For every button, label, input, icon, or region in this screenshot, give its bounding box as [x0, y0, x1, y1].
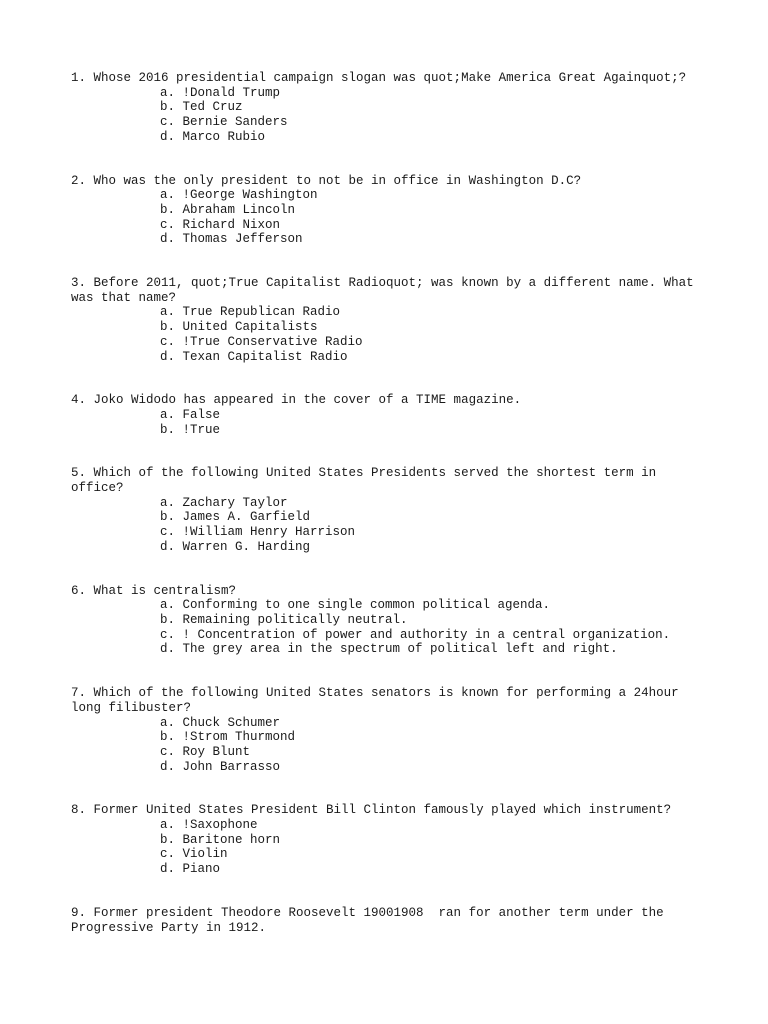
- answer-option: c. ! Concentration of power and authority in a central organization.: [160, 627, 671, 642]
- answer-option: b. !True: [160, 422, 221, 437]
- answer-option: d. The grey area in the spectrum of political left and right.: [160, 642, 618, 657]
- answer-option: a. Conforming to one single common political agenda.: [160, 598, 551, 613]
- question-text: 7. Which of the following United States senators is known for performing a 24hour long filibuster?: [71, 686, 687, 715]
- answer-option: b. Abraham Lincoln: [160, 202, 296, 217]
- question-4: [71, 393, 711, 437]
- answer-option: d. Thomas Jefferson: [160, 232, 303, 247]
- question-text: 6. What is centralism?: [71, 583, 237, 598]
- question-text: 2. Who was the only president to not be in office in Washington D.C?: [71, 173, 582, 188]
- question-6: [71, 584, 711, 658]
- answer-option: c. Roy Blunt: [160, 744, 251, 759]
- answer-options: [71, 818, 711, 877]
- question-2: [71, 174, 711, 248]
- answer-options: [71, 408, 711, 437]
- answer-option: a. Chuck Schumer: [160, 715, 281, 730]
- answer-option: b. !Strom Thurmond: [160, 730, 296, 745]
- answer-option: d. Texan Capitalist Radio: [160, 349, 348, 364]
- question-7: [71, 686, 711, 774]
- answer-option: a. Zachary Taylor: [160, 495, 288, 510]
- answer-options: [71, 496, 711, 555]
- question-text: 3. Before 2011, quot;True Capitalist Radioquot; was known by a different name. What was that name?: [71, 276, 702, 305]
- question-3: [71, 276, 711, 364]
- answer-option: b. United Capitalists: [160, 320, 318, 335]
- answer-option: a. !George Washington: [160, 188, 318, 203]
- answer-options: [71, 598, 711, 657]
- question-text: 4. Joko Widodo has appeared in the cover of a TIME magazine.: [71, 393, 522, 408]
- answer-option: a. !Donald Trump: [160, 85, 281, 100]
- answer-option: b. Baritone horn: [160, 832, 281, 847]
- answer-option: d. Piano: [160, 862, 221, 877]
- answer-option: c. !William Henry Harrison: [160, 525, 356, 540]
- answer-options: [71, 86, 711, 145]
- answer-option: c. Richard Nixon: [160, 217, 281, 232]
- question-9: [71, 906, 711, 935]
- question-text: 9. Former president Theodore Roosevelt 19001908 ran for another term under the Progressive Party in 1912.: [71, 905, 672, 935]
- answer-option: b. Remaining politically neutral.: [160, 612, 408, 627]
- answer-options: [71, 188, 711, 247]
- question-5: [71, 466, 711, 554]
- answer-option: b. James A. Garfield: [160, 510, 311, 525]
- answer-option: c. !True Conservative Radio: [160, 334, 363, 349]
- question-1: [71, 71, 711, 145]
- answer-option: d. Marco Rubio: [160, 129, 266, 144]
- question-text: 1. Whose 2016 presidential campaign slogan was quot;Make America Great Againquot;?: [71, 71, 687, 85]
- answer-option: a. False: [160, 407, 221, 422]
- answer-option: a. True Republican Radio: [160, 305, 341, 320]
- answer-option: d. Warren G. Harding: [160, 539, 311, 554]
- answer-option: c. Bernie Sanders: [160, 115, 288, 130]
- quiz-document: [71, 71, 711, 964]
- answer-option: c. Violin: [160, 847, 228, 862]
- answer-option: a. !Saxophone: [160, 818, 258, 833]
- question-8: [71, 803, 711, 877]
- answer-option: b. Ted Cruz: [160, 100, 243, 115]
- question-text: 5. Which of the following United States Presidents served the shortest term in office?: [71, 466, 664, 496]
- answer-options: [71, 716, 711, 775]
- answer-options: [71, 305, 711, 364]
- question-text: 8. Former United States President Bill Clinton famously played which instrument?: [71, 803, 672, 818]
- answer-option: d. John Barrasso: [160, 759, 281, 774]
